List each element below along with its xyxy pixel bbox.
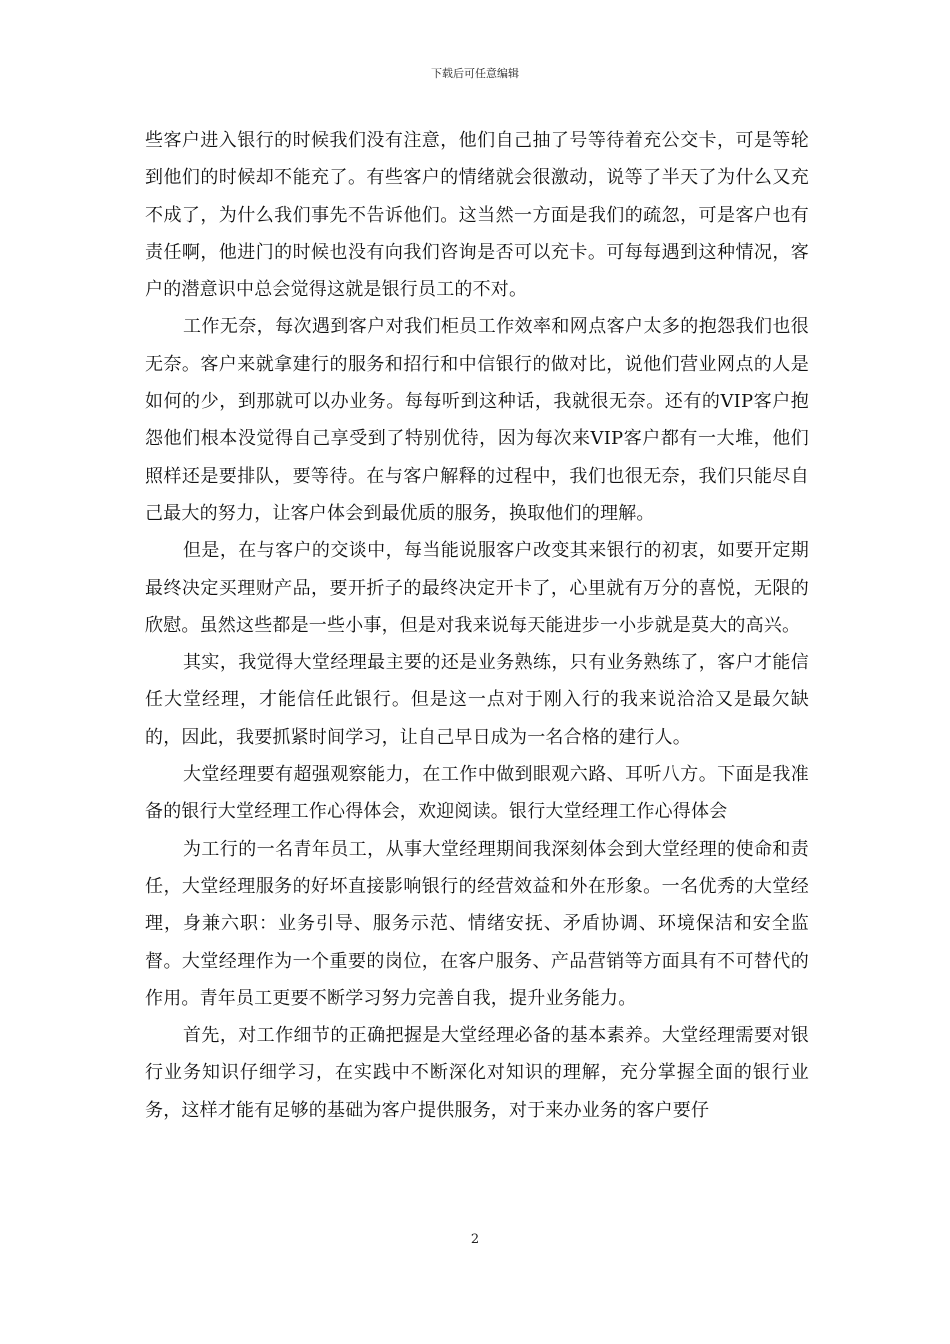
page-header: 下载后可任意编辑 (431, 67, 519, 80)
paragraph-5: 大堂经理要有超强观察能力，在工作中做到眼观六路、耳听八方。下面是我准备的银行大堂经理工作心得体会，欢迎阅读。银行大堂经理工作心得体会 (145, 764, 809, 823)
paragraph-4: 其实，我觉得大堂经理最主要的还是业务熟练，只有业务熟练了，客户才能信任大堂经理，才能信任此银行。但是这一点对于刚入行的我来说洽洽又是最欠缺的，因此，我要抓紧时间学习，让自己早日成为一名合格的建行人。 (145, 652, 809, 748)
paragraph-7: 首先，对工作细节的正确把握是大堂经理必备的基本素养。大堂经理需要对银行业务知识仔细学习，在实践中不断深化对知识的理解，充分掌握全面的银行业务，这样才能有足够的基础为客户提供服务，对于来办业务的客户要仔 (145, 1025, 809, 1121)
paragraph-1: 些客户进入银行的时候我们没有注意，他们自己抽了号等待着充公交卡，可是等轮到他们的时候却不能充了。有些客户的情绪就会很激动，说等了半天了为什么又充不成了，为什么我们事先不告诉他们。这当然一方面是我们的疏忽，可是客户也有责任啊，他进门的时候也没有向我们咨询是否可以充卡。可每每遇到这种情况，客户的潜意识中总会觉得这就是银行员工的不对。 (145, 130, 809, 301)
paragraph-3: 但是，在与客户的交谈中，每当能说服客户改变其来银行的初衷，如要开定期最终决定买理财产品，要开折子的最终决定开卡了，心里就有万分的喜悦，无限的欣慰。虽然这些都是一些小事，但是对我来说每天能进步一小步就是莫大的高兴。 (145, 540, 809, 636)
paragraph-2: 工作无奈，每次遇到客户对我们柜员工作效率和网点客户太多的抱怨我们也很无奈。客户来就拿建行的服务和招行和中信银行的做对比，说他们营业网点的人是如何的少，到那就可以办业务。每每听到这种话，我就很无奈。还有的VIP客户抱怨他们根本没觉得自己享受到了特别优待，因为每次来VIP客户都有一大堆，他们照样还是要排队，要等待。在与客户解释的过程中，我们也很无奈，我们只能尽自己最大的努力，让客户体会到最优质的服务，换取他们的理解。 (145, 316, 809, 524)
page-number: 2 (470, 1232, 480, 1247)
document-body (145, 122, 809, 1129)
paragraph-6: 为工行的一名青年员工，从事大堂经理期间我深刻体会到大堂经理的使命和责任，大堂经理服务的好坏直接影响银行的经营效益和外在形象。一名优秀的大堂经理，身兼六职：业务引导、服务示范、情绪安抚、矛盾协调、环境保洁和安全监督。大堂经理作为一个重要的岗位，在客户服务、产品营销等方面具有不可替代的作用。青年员工更要不断学习努力完善自我，提升业务能力。 (145, 838, 809, 1009)
